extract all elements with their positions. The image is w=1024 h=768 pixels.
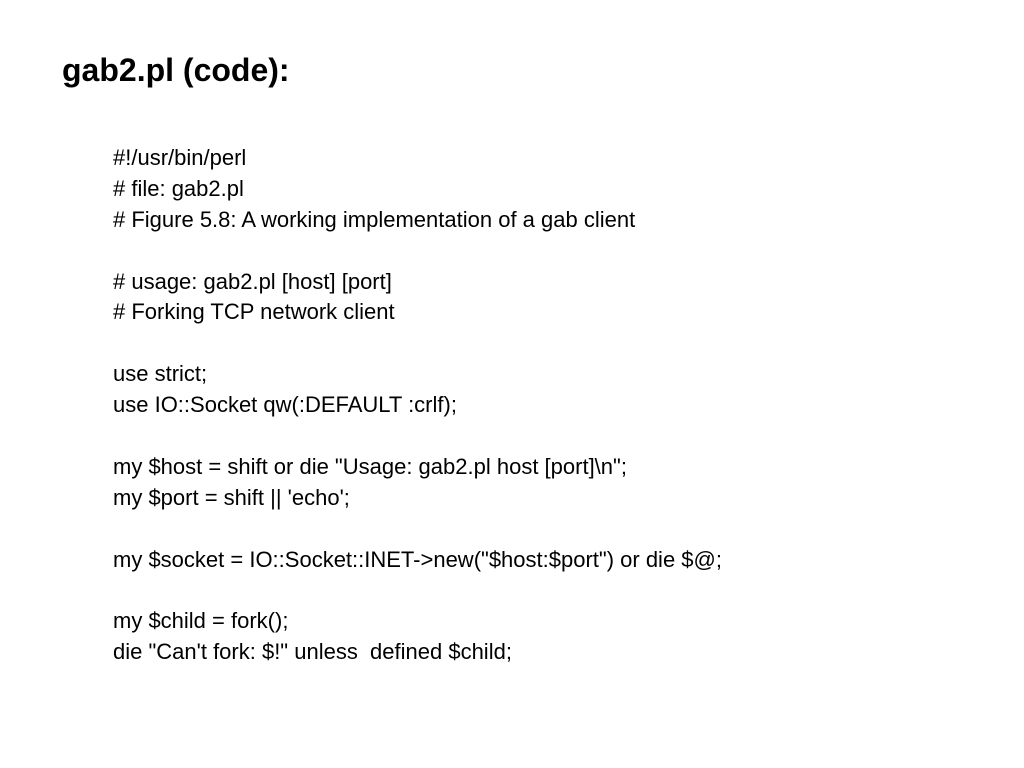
code-line: # file: gab2.pl bbox=[113, 175, 244, 201]
code-line: my $child = fork(); bbox=[113, 608, 289, 634]
code-line: my $host = shift or die "Usage: gab2.pl host [port]\n"; bbox=[113, 453, 627, 479]
blank-line bbox=[113, 328, 722, 359]
code-line: my $port = shift || 'echo'; bbox=[113, 484, 350, 510]
code-line: die "Can't fork: $!" unless defined $child; bbox=[113, 639, 512, 665]
code-line: # usage: gab2.pl [host] [port] bbox=[113, 268, 392, 294]
blank-line bbox=[113, 236, 722, 267]
code-line: # Figure 5.8: A working implementation of a gab client bbox=[113, 206, 636, 232]
code-line: #!/usr/bin/perl bbox=[113, 145, 247, 170]
code-line: # Forking TCP network client bbox=[113, 299, 395, 325]
blank-line bbox=[113, 575, 722, 606]
code-block bbox=[113, 143, 722, 668]
code-line: my $socket = IO::Socket::INET->new("$host:$port") or die $@; bbox=[113, 546, 722, 572]
code-line: use strict; bbox=[113, 361, 208, 387]
blank-line bbox=[113, 514, 722, 545]
code-line: use IO::Socket qw(:DEFAULT :crlf); bbox=[113, 392, 457, 418]
blank-line bbox=[113, 421, 722, 452]
slide-title: gab2.pl (code): bbox=[62, 52, 290, 88]
